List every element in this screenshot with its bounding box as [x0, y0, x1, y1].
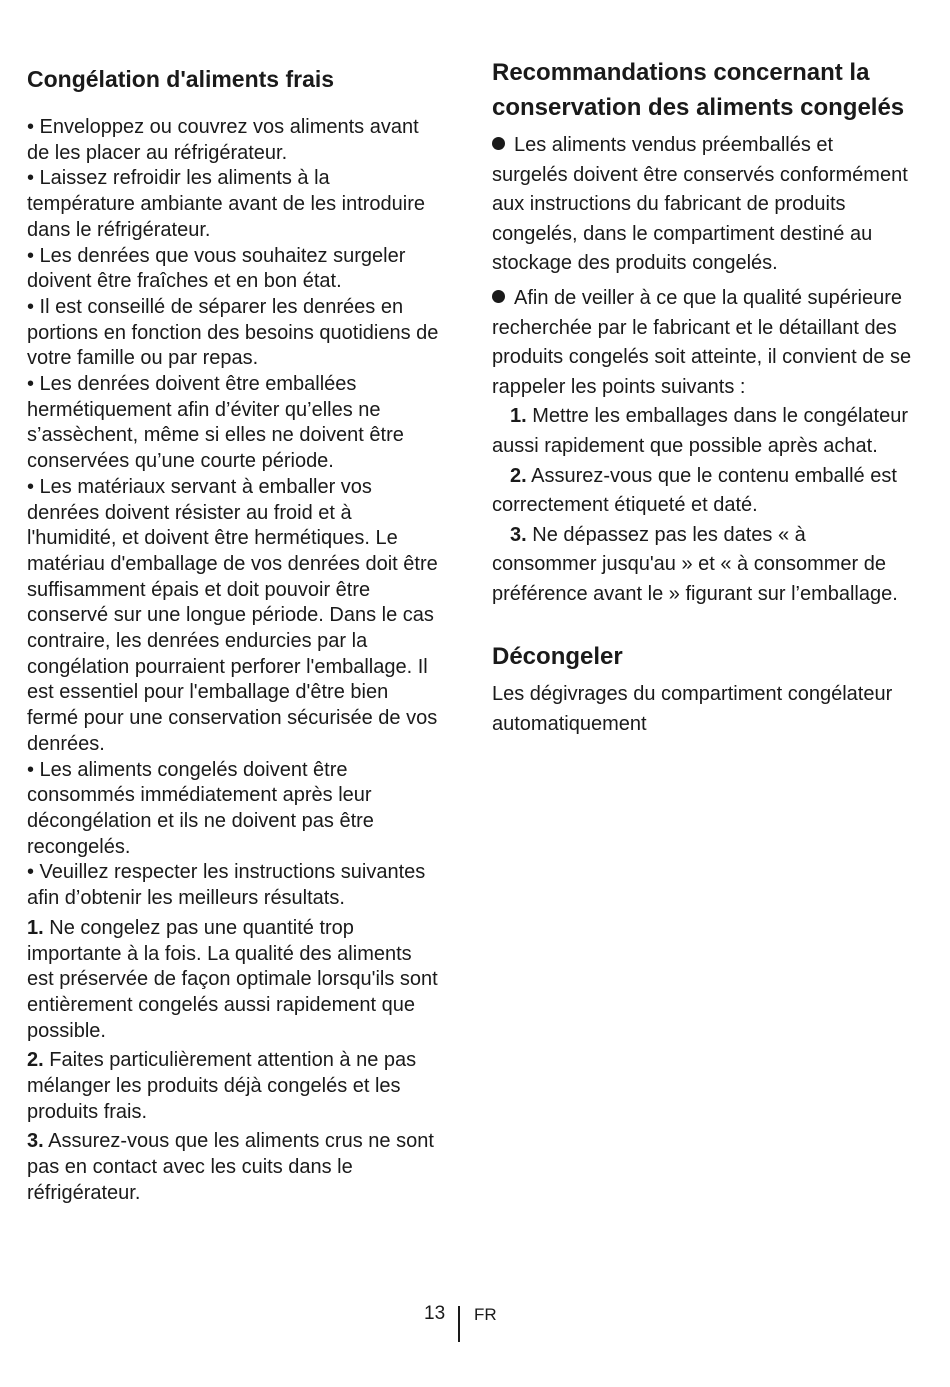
item-number: 2. — [510, 464, 527, 487]
bullet-item: • Laissez refroidir les aliments à la température ambiante avant de les introduire dans le réfrigérateur. — [27, 167, 426, 241]
numbered-item — [27, 1129, 439, 1206]
section-title-defrost: Décongeler — [492, 642, 623, 670]
item-text: Assurez-vous que les aliments crus ne sont pas en contact avec les cuits dans le réfrigérateur. — [27, 1130, 434, 1204]
defrost-text: Les dégivrages du compartiment congélateur automatiquement — [492, 683, 893, 735]
bullet-item: • Les aliments congelés doivent être consommés immédiatement après leur décongélation et ils ne doivent pas être recongelés. — [27, 758, 374, 858]
bullet-item: • Les matériaux servant à emballer vos denrées doivent résister au froid et à l'humidité, et doivent être hermétiques. Le matériau d'emballage de vos denrées doit être suffisamment épais et doit pouvoir être conservé sur une longue période. Dans le cas contraire, les denrées endurcies par la congélation pourraient perforer l'emballage. Il est essentiel pour l'emballage d'être bien fermé pour une conservation sécurisée de vos denrées. — [27, 475, 438, 755]
bullet-text: Les aliments vendus préemballés et surgelés doivent être conservés conformément aux instructions du fabricant de produits congelés, dans le compartiment destiné au stockage des produits congelés. — [492, 134, 908, 275]
item-text: Ne dépassez pas les dates « à consommer jusqu'au » et « à consommer de préférence avant le » figurant sur l’emballage. — [492, 523, 898, 605]
page-number: 13 — [424, 1303, 446, 1324]
bullet-dot-icon — [492, 137, 505, 150]
left-column — [27, 62, 439, 1207]
item-text: Ne congelez pas une quantité trop importante à la fois. La qualité des aliments est préservée de façon optimale lorsqu'ils sont entièrement congelés aussi rapidement que possible. — [27, 916, 438, 1042]
bullet-item — [492, 131, 912, 279]
bullet-item: • Veuillez respecter les instructions suivantes afin d’obtenir les meilleurs résultats. — [27, 861, 426, 910]
item-number: 3. — [510, 523, 527, 546]
section-title-fresh-freezing: Congélation d'aliments frais — [27, 66, 335, 92]
item-number: 1. — [510, 405, 527, 428]
item-text: Mettre les emballages dans le congélateur aussi rapidement que possible après achat. — [492, 405, 909, 457]
language-code: FR — [474, 1305, 497, 1324]
bullet-text: Afin de veiller à ce que la qualité supérieure recherchée par le fabricant et le détaillant des produits congelés soit atteinte, il convient de se rappeler les points suivants : — [492, 286, 912, 398]
right-column — [492, 56, 912, 739]
page-footer — [0, 1302, 950, 1342]
bullet-item — [492, 284, 912, 402]
item-text: Faites particulièrement attention à ne pas mélanger les produits déjà congelés et les produits frais. — [27, 1049, 417, 1123]
item-text: Assurez-vous que le contenu emballé est correctement étiqueté et daté. — [492, 464, 897, 517]
numbered-item — [492, 521, 912, 610]
bullet-item: • Les denrées doivent être emballées hermétiquement afin d’éviter qu’elles ne s’assèchent, même si elles ne doivent être conservées qu’une courte période. — [27, 373, 404, 473]
section-title-frozen-storage: Recommandations concernant la conservation des aliments congelés — [492, 59, 905, 121]
item-number: 2. — [27, 1049, 44, 1072]
numbered-item — [27, 916, 439, 1045]
bullet-dot-icon — [492, 290, 505, 303]
item-number: 1. — [27, 916, 44, 939]
bullet-item: • Il est conseillé de séparer les denrées en portions en fonction des besoins quotidiens de votre famille ou par repas. — [27, 295, 439, 370]
bullet-item: • Enveloppez ou couvrez vos aliments avant de les placer au réfrigérateur. — [27, 116, 419, 164]
numbered-item — [492, 402, 912, 461]
bullet-item: • Les denrées que vous souhaitez surgeler doivent être fraîches et en bon état. — [27, 244, 406, 293]
numbered-item — [27, 1048, 439, 1125]
footer-divider — [458, 1306, 460, 1342]
numbered-item — [492, 462, 912, 521]
item-number: 3. — [27, 1130, 44, 1153]
